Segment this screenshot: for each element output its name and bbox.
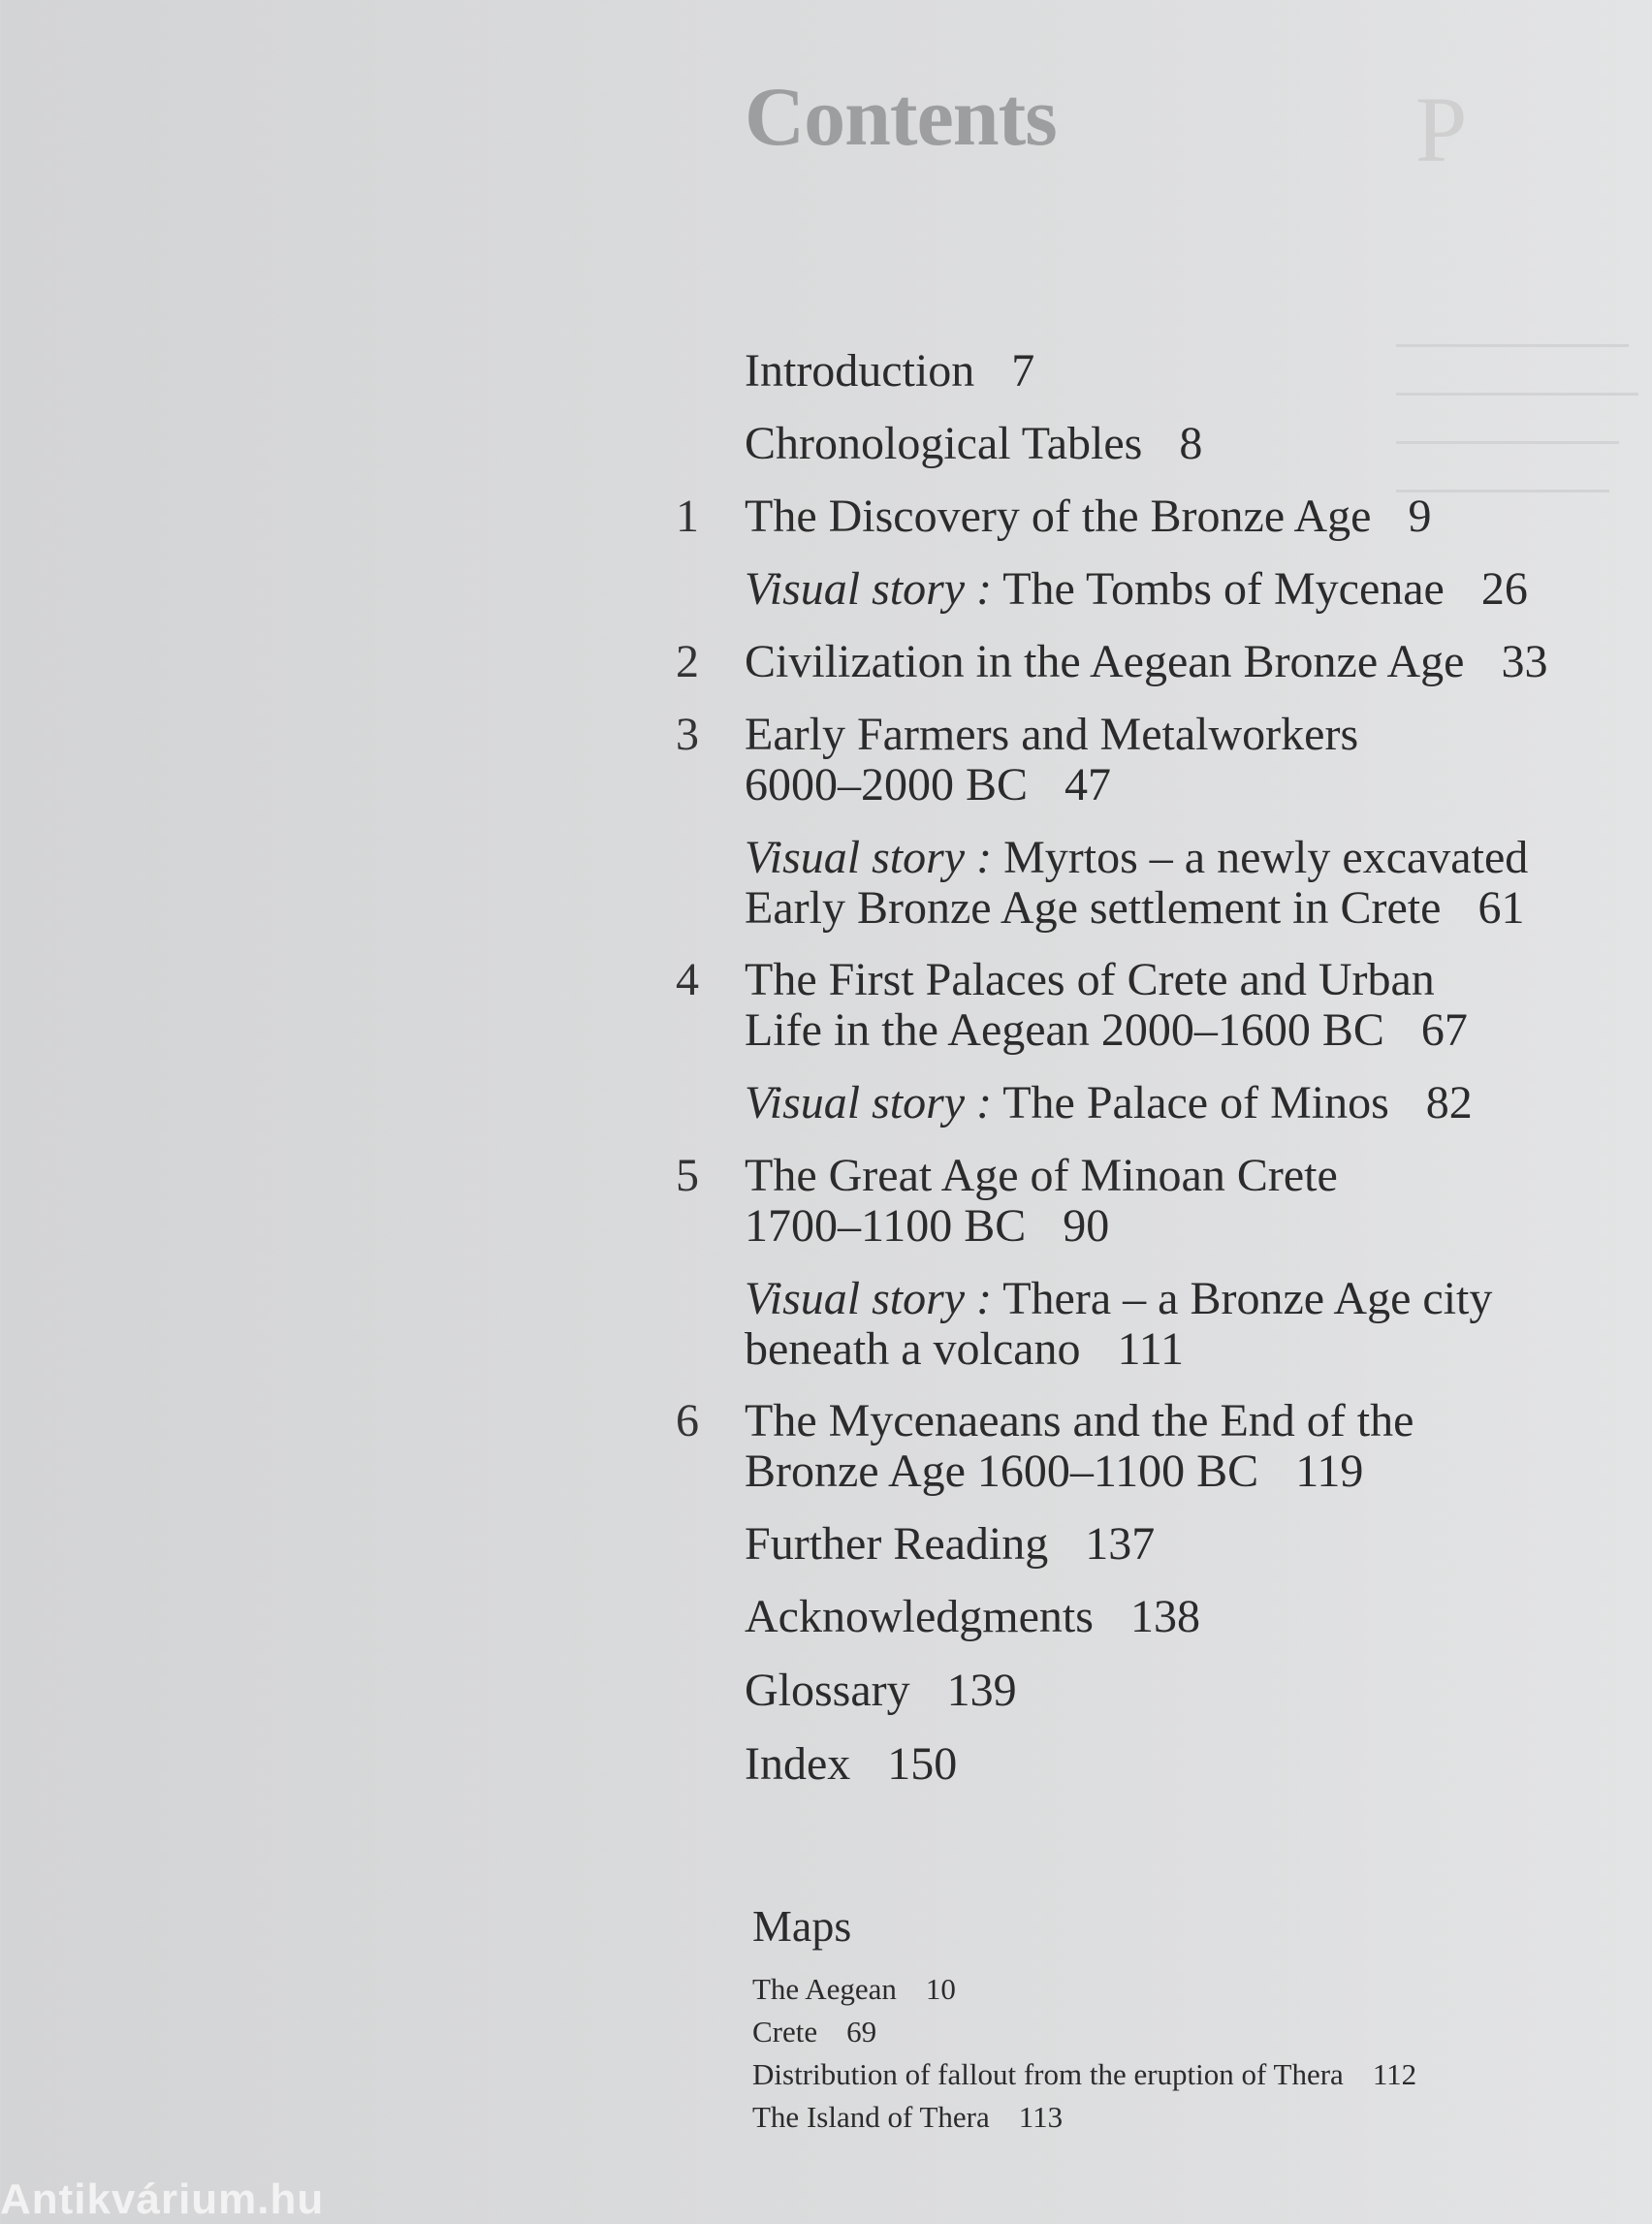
chapter-number: 4 bbox=[676, 954, 699, 1005]
entry-label: The Mycenaeans and the End of the bbox=[745, 1395, 1414, 1446]
entry-label: Further Reading bbox=[745, 1518, 1049, 1570]
entry-label-continued: 1700–1100 BC bbox=[745, 1200, 1027, 1252]
map-label: The Island of Thera bbox=[752, 2100, 990, 2134]
page-title: Contents bbox=[745, 70, 1057, 163]
chapter-number: 1 bbox=[676, 491, 699, 542]
entry-label: Thera – a Bronze Age city bbox=[1002, 1273, 1493, 1324]
map-entry bbox=[752, 1972, 956, 2007]
map-entry bbox=[752, 2057, 1416, 2092]
entry-label: Introduction bbox=[745, 345, 975, 397]
map-label: The Aegean bbox=[752, 1972, 897, 2006]
entry-label: Chronological Tables bbox=[745, 418, 1143, 469]
page-number: 139 bbox=[946, 1665, 1017, 1716]
map-entry bbox=[752, 2100, 1063, 2135]
entry-label-continued: Life in the Aegean 2000–1600 BC bbox=[745, 1004, 1384, 1056]
map-label: Distribution of fallout from the eruption of Thera bbox=[752, 2057, 1344, 2091]
page-number: 150 bbox=[887, 1738, 958, 1790]
page-number: 138 bbox=[1129, 1591, 1200, 1642]
entry-label-continued: beneath a volcano bbox=[745, 1323, 1081, 1375]
visual-story-label: Visual story : bbox=[745, 563, 993, 615]
page-number: 61 bbox=[1477, 882, 1525, 934]
page-number: 8 bbox=[1179, 418, 1203, 469]
maps-heading: Maps bbox=[752, 1901, 852, 1951]
chapter-number: 5 bbox=[676, 1150, 699, 1201]
entry-label: The Great Age of Minoan Crete bbox=[745, 1150, 1338, 1201]
page-number: 67 bbox=[1420, 1004, 1468, 1056]
entry-label-continued: 6000–2000 BC bbox=[745, 759, 1029, 810]
chapter-number: 3 bbox=[676, 709, 699, 760]
page-number: 69 bbox=[846, 2015, 877, 2049]
page-number: 7 bbox=[1011, 345, 1035, 397]
page-number: 119 bbox=[1295, 1446, 1364, 1497]
chapter-number: 2 bbox=[676, 636, 699, 687]
page-number: 33 bbox=[1501, 636, 1548, 687]
entry-label-continued: Early Bronze Age settlement in Crete bbox=[745, 882, 1442, 934]
map-entry bbox=[752, 2015, 876, 2049]
page-number: 112 bbox=[1372, 2057, 1417, 2091]
bleed-through-heading: P bbox=[1415, 78, 1469, 181]
page-number: 111 bbox=[1117, 1323, 1184, 1375]
watermark: Antikvárium.hu bbox=[0, 2176, 325, 2223]
entry-label: Glossary bbox=[745, 1665, 910, 1716]
page-number: 82 bbox=[1425, 1077, 1473, 1128]
entry-label: Myrtos – a newly excavated bbox=[1003, 832, 1529, 883]
page-number: 137 bbox=[1085, 1518, 1156, 1570]
visual-story-label: Visual story : bbox=[745, 832, 993, 883]
page-number: 90 bbox=[1063, 1200, 1110, 1252]
visual-story-label: Visual story : bbox=[745, 1273, 993, 1324]
entry-label: The Palace of Minos bbox=[1002, 1077, 1389, 1128]
page-number: 10 bbox=[925, 1972, 956, 2006]
entry-label: The Tombs of Mycenae bbox=[1002, 563, 1445, 615]
page-number: 47 bbox=[1064, 759, 1112, 810]
entry-label: Index bbox=[745, 1738, 851, 1790]
page-number: 113 bbox=[1018, 2100, 1064, 2134]
page-number: 9 bbox=[1408, 491, 1432, 542]
page-number: 26 bbox=[1480, 563, 1528, 615]
entry-label: Acknowledgments bbox=[745, 1591, 1094, 1642]
entry-label: Early Farmers and Metalworkers bbox=[745, 709, 1359, 760]
entry-label-continued: Bronze Age 1600–1100 BC bbox=[745, 1446, 1259, 1497]
visual-story-label: Visual story : bbox=[745, 1077, 993, 1128]
map-label: Crete bbox=[752, 2015, 818, 2049]
entry-label: The First Palaces of Crete and Urban bbox=[745, 954, 1435, 1005]
entry-label: Civilization in the Aegean Bronze Age bbox=[745, 636, 1465, 687]
entry-label: The Discovery of the Bronze Age bbox=[745, 491, 1372, 542]
chapter-number: 6 bbox=[676, 1395, 699, 1446]
